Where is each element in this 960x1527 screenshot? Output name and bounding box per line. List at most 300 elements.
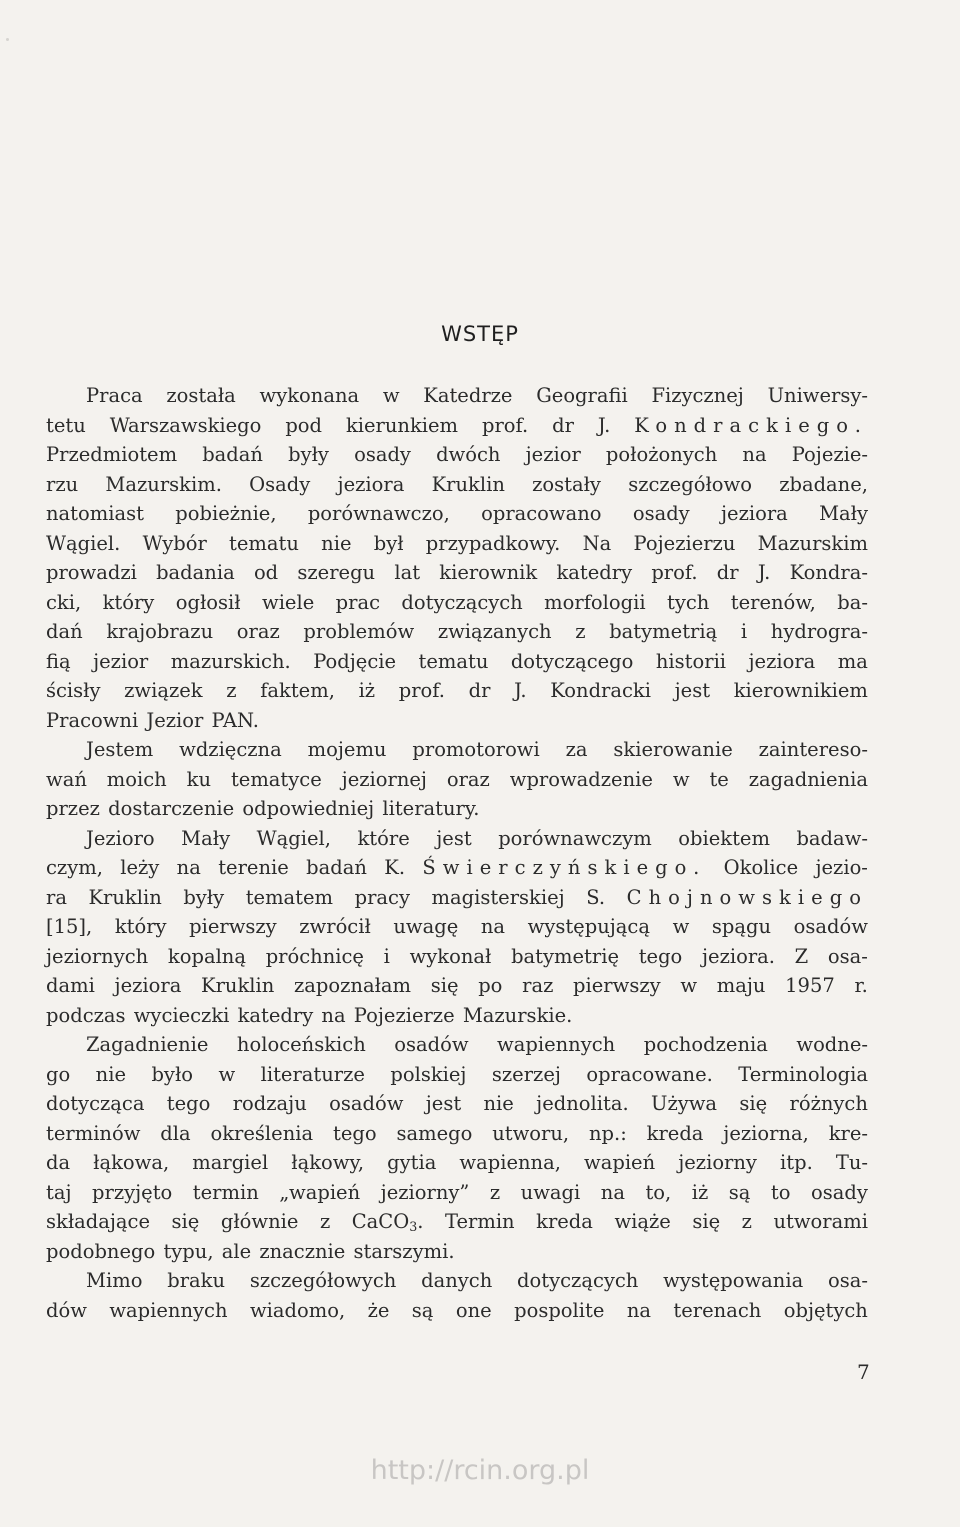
word: dań — [46, 620, 83, 643]
word: holoceńskich — [236, 1033, 366, 1056]
word: morfologii — [544, 590, 646, 614]
word: związek — [124, 679, 203, 702]
word: za — [565, 738, 588, 761]
word: zbadane, — [779, 472, 868, 496]
text-line — [46, 971, 868, 1001]
word: osadów — [329, 1092, 404, 1115]
word: który — [114, 915, 167, 938]
word: oraz — [236, 620, 280, 643]
word: jest — [674, 679, 711, 702]
word: samego — [396, 1121, 473, 1145]
text-line — [46, 440, 868, 470]
text-line — [46, 824, 868, 854]
word: pierwszy — [189, 915, 277, 938]
word: Używa — [651, 1092, 718, 1115]
word: Warszawskiego — [109, 413, 262, 437]
word: Podjęcie — [313, 649, 397, 673]
word: tetu — [46, 413, 86, 437]
word: prof. — [398, 679, 445, 702]
text-line — [46, 883, 868, 913]
word: terminów — [46, 1121, 141, 1145]
word: dla — [160, 1121, 191, 1145]
word: osadów — [793, 915, 868, 938]
word: z — [489, 1180, 501, 1204]
word: znacznie — [259, 1239, 346, 1263]
word: jezior — [93, 649, 149, 673]
text-line — [46, 1001, 868, 1031]
word: kierownik — [439, 561, 538, 584]
text-line — [46, 499, 868, 529]
word: fią — [46, 649, 71, 673]
word: które — [357, 826, 410, 850]
word: Kruklin — [201, 974, 275, 997]
word: jeziorna, — [723, 1121, 809, 1145]
word: Wągiel, — [256, 826, 331, 850]
word: K. — [384, 856, 406, 879]
word: uwagi — [520, 1180, 581, 1204]
text-line — [46, 1060, 868, 1090]
word: po — [478, 974, 503, 997]
word: iż — [691, 1180, 709, 1204]
text-line — [46, 1148, 868, 1178]
word: tego — [638, 944, 683, 968]
word: te — [709, 767, 729, 791]
word: J. — [514, 679, 527, 702]
word: margiel — [192, 1151, 269, 1174]
word: się — [430, 974, 459, 997]
word: łąkowa, — [93, 1151, 170, 1174]
word: zaintereso- — [758, 738, 868, 761]
word: wapienna, — [459, 1151, 561, 1174]
word: 1957 — [785, 974, 835, 997]
source-watermark: http://rcin.org.pl — [370, 1455, 590, 1486]
word: Pojezierze — [353, 1003, 455, 1027]
word: Osady — [249, 472, 311, 496]
word: w — [680, 974, 698, 997]
word: szczegółowych — [249, 1269, 397, 1292]
word: rzu — [46, 472, 79, 496]
word: Uniwersy- — [767, 384, 868, 407]
word: podczas — [46, 1003, 126, 1027]
word: one — [455, 1298, 492, 1322]
text-line — [46, 765, 868, 795]
word: spągu — [711, 915, 772, 938]
word: Kruklin — [431, 472, 505, 496]
word: osady — [810, 1180, 868, 1204]
word: opracowano — [481, 502, 602, 525]
word: krajobrazu — [106, 620, 214, 643]
word: wykonał — [409, 944, 492, 968]
word: nie — [95, 1062, 127, 1086]
text-line — [46, 1207, 868, 1237]
word: jezior — [525, 443, 581, 466]
word: badań — [306, 856, 367, 879]
word: kre- — [828, 1121, 868, 1145]
word: faktem, — [260, 679, 335, 702]
text-line — [46, 735, 868, 765]
word: pod — [285, 413, 323, 437]
word: „wapień — [279, 1180, 361, 1204]
word: dotyczących — [401, 590, 523, 614]
word: badaw- — [796, 826, 868, 850]
text-line — [46, 1266, 868, 1296]
text-line — [46, 588, 868, 618]
word: kopalną — [167, 944, 246, 968]
word: tematu — [418, 649, 489, 673]
word: Pracowni — [46, 708, 139, 732]
word: opracowane. — [586, 1062, 713, 1086]
word: dotyczącego — [510, 649, 634, 673]
word: Praca — [86, 384, 143, 407]
word: pobieżnie, — [175, 502, 277, 525]
word: hydrogra- — [770, 620, 868, 643]
word: wycieczki — [133, 1003, 230, 1027]
word: w — [382, 384, 400, 407]
word: Okolice — [723, 856, 799, 879]
word: ścisły — [46, 679, 101, 702]
word: szerzej — [491, 1062, 561, 1086]
word: kierunkiem — [345, 413, 459, 437]
word: Na — [582, 531, 612, 555]
word: wapiennych — [497, 1033, 616, 1056]
word: da — [46, 1151, 71, 1174]
word: J. — [757, 561, 771, 584]
word: dr — [552, 413, 574, 437]
word: przez — [46, 797, 100, 820]
word: Wybór — [142, 531, 207, 555]
text-line — [46, 470, 868, 500]
word: w — [672, 767, 690, 791]
text-line — [46, 1296, 868, 1326]
word: wiąże — [614, 1210, 671, 1233]
word: Fizycznej — [651, 384, 744, 407]
word: prowadzi — [46, 561, 137, 584]
word: wodne- — [796, 1033, 868, 1056]
word: w — [218, 1062, 236, 1086]
word: tego — [332, 1121, 377, 1145]
word: promotorowi — [412, 738, 540, 761]
word: kreda — [646, 1121, 704, 1145]
word: jeziora — [720, 502, 788, 525]
word: porównawczym — [498, 826, 652, 850]
word: z — [575, 620, 586, 643]
word: zwrócił — [299, 915, 371, 938]
text-line — [46, 942, 868, 972]
word: ra — [46, 885, 67, 909]
word: pracy — [354, 885, 410, 909]
word: osady — [354, 443, 411, 466]
word: tego — [166, 1092, 211, 1115]
word: J. — [597, 413, 611, 437]
word: kierownikiem — [733, 679, 868, 702]
word: próchnicę — [265, 944, 364, 968]
text-line — [46, 617, 868, 647]
word: literatury. — [382, 797, 480, 820]
word: Mały — [181, 826, 231, 850]
word: wprowadzenie — [509, 767, 653, 791]
text-line — [46, 853, 868, 883]
text-line — [46, 411, 868, 441]
word: katedry — [237, 1003, 314, 1027]
word: dwóch — [436, 443, 501, 466]
word: prof. — [651, 561, 698, 584]
word: na — [176, 856, 201, 879]
word: braku — [167, 1269, 226, 1292]
word: położonych — [605, 443, 718, 466]
word: go — [46, 1062, 71, 1086]
word: było — [151, 1062, 194, 1086]
word: na — [626, 1298, 651, 1322]
word: czym, — [46, 856, 103, 879]
word: jeziornych — [46, 944, 149, 968]
word: mazurskich. — [170, 649, 291, 673]
word: Katedrze — [423, 384, 513, 407]
word: przyjęto — [92, 1180, 173, 1204]
word: Kondracki — [550, 679, 651, 702]
word: szeregu — [297, 561, 376, 584]
word: badań — [202, 443, 263, 466]
word: r. — [854, 974, 868, 997]
word: na — [480, 915, 506, 938]
word: pierwszy — [573, 974, 661, 997]
word: jeziora. — [701, 944, 775, 968]
text-line — [46, 1119, 868, 1149]
word: taj — [46, 1180, 72, 1204]
word: który — [102, 590, 155, 614]
word: jeziorny” — [380, 1180, 470, 1204]
text-line — [46, 706, 868, 736]
word: jezio- — [815, 856, 868, 879]
word: obiektem — [678, 826, 770, 850]
word: polskiej — [390, 1062, 467, 1086]
word: typu, — [163, 1239, 214, 1263]
word: osa- — [828, 1269, 868, 1292]
word: dów — [46, 1298, 87, 1322]
word: PAN. — [211, 708, 259, 732]
word: natomiast — [46, 502, 144, 525]
word: skierowanie — [613, 738, 733, 761]
text-line — [46, 912, 868, 942]
word: i — [740, 620, 748, 643]
word: na — [742, 443, 767, 466]
word: jednolita. — [536, 1092, 629, 1115]
word: jeziora — [114, 974, 182, 997]
word: Mazurskim — [757, 531, 868, 555]
word: były — [183, 885, 225, 909]
word: jeziora — [748, 649, 816, 673]
word: Wągiel. — [46, 531, 121, 555]
word: ba- — [837, 590, 868, 614]
word: ku — [186, 767, 212, 791]
word: termin — [192, 1180, 259, 1204]
word: zapoznałam — [294, 974, 412, 997]
word: podobnego — [46, 1239, 156, 1263]
word: jeziora — [337, 472, 405, 496]
word: np.: — [588, 1121, 627, 1145]
word: są — [728, 1180, 751, 1204]
word: iż — [358, 679, 376, 702]
word: osady — [632, 502, 690, 525]
word: z — [319, 1210, 331, 1233]
word: w — [672, 915, 690, 938]
word: ale — [221, 1239, 252, 1263]
word: odpowiedniej — [242, 797, 375, 820]
word: S. — [586, 885, 606, 909]
word: literaturze — [260, 1062, 365, 1086]
text-line — [46, 794, 868, 824]
word: Przedmiotem — [46, 443, 178, 466]
word: utworu, — [492, 1121, 570, 1145]
scan-speck — [6, 38, 9, 41]
word: występującą — [527, 915, 650, 938]
word: wdzięczna — [179, 738, 282, 761]
word: gytia — [387, 1151, 437, 1174]
text-line — [46, 381, 868, 411]
word: jest — [436, 826, 472, 850]
word: Jezioro — [86, 826, 155, 850]
word: ma — [837, 649, 868, 673]
word: dotycząca — [46, 1092, 145, 1115]
word: terenie — [218, 856, 289, 879]
word: raz — [522, 974, 554, 997]
word: Zagadnienie — [86, 1033, 209, 1056]
word: z — [741, 1210, 752, 1233]
word: utworami — [773, 1210, 868, 1233]
word: wań — [46, 767, 87, 791]
word: pochodzenia — [643, 1033, 768, 1056]
word: że — [367, 1298, 390, 1322]
word: z — [226, 679, 237, 702]
word: na — [321, 1003, 346, 1027]
word: Termin — [444, 1210, 515, 1233]
word: magisterskiej — [431, 885, 565, 909]
word: wykonana — [259, 384, 360, 407]
word: jeziorny — [678, 1151, 757, 1174]
word: związanych — [437, 620, 552, 643]
word: się — [171, 1210, 200, 1233]
word: danych — [421, 1269, 493, 1292]
word: Terminologia — [738, 1062, 868, 1086]
word: wiele — [262, 590, 315, 614]
word: tematyce — [230, 767, 322, 791]
word: oraz — [446, 767, 490, 791]
word: określenia — [210, 1121, 314, 1145]
text-line — [46, 1030, 868, 1060]
word: zostały — [532, 472, 601, 496]
word: cki, — [46, 590, 82, 614]
word: objętych — [783, 1298, 868, 1322]
word: batymetrią — [609, 620, 718, 643]
word: wapiennych — [109, 1298, 228, 1322]
word: pospolite — [514, 1298, 605, 1322]
word: Jestem — [86, 738, 154, 761]
word: katedry — [556, 561, 633, 584]
word: tematu — [229, 531, 299, 555]
word: problemów — [303, 620, 415, 643]
word: dostarczenie — [108, 797, 235, 820]
word: [15], — [46, 915, 93, 938]
word: kreda — [536, 1210, 593, 1233]
word: Geografii — [536, 384, 628, 407]
word: Pojezie- — [791, 443, 868, 466]
word: leży — [120, 856, 160, 879]
word: składające — [46, 1210, 151, 1233]
word: osadów — [394, 1033, 469, 1056]
body-text — [46, 381, 868, 1325]
page-number: 7 — [857, 1360, 870, 1384]
text-line — [46, 676, 868, 706]
word: występowania — [663, 1269, 804, 1292]
word: jest — [425, 1092, 462, 1115]
word: mojemu — [307, 738, 387, 761]
word: terenów, — [730, 590, 816, 614]
word: były — [288, 443, 329, 466]
word: się — [692, 1210, 721, 1233]
word: Jezior — [146, 708, 204, 732]
word: Kruklin — [88, 885, 162, 909]
word: przypadkowy. — [425, 531, 561, 555]
word: zagadnienia — [748, 767, 868, 791]
word: Chojnowskiego — [626, 885, 868, 909]
word: ogłosił — [175, 590, 241, 614]
word: dr — [468, 679, 491, 702]
word: starszymi. — [353, 1239, 455, 1263]
word: wapień — [584, 1151, 656, 1174]
word: Mały — [819, 502, 868, 525]
word: terenach — [673, 1298, 762, 1322]
word: batymetrię — [511, 944, 619, 968]
word: Z — [794, 944, 809, 968]
word: szczegółowo — [628, 472, 752, 496]
word: tematem — [245, 885, 334, 909]
word: Mazurskim. — [105, 472, 222, 496]
text-line — [46, 558, 868, 588]
word: prof. — [481, 413, 529, 437]
word: została — [166, 384, 236, 407]
text-line — [46, 529, 868, 559]
word: historii — [655, 649, 727, 673]
word: itp. — [780, 1151, 813, 1174]
word: Kondra- — [789, 561, 868, 584]
word: dami — [46, 974, 95, 997]
word: Kondrackiego. — [634, 413, 868, 437]
text-line — [46, 647, 868, 677]
word: uwagę — [393, 915, 459, 938]
word: od — [253, 561, 279, 584]
word: lat — [394, 561, 421, 584]
word: dr — [716, 561, 739, 584]
word: osa- — [827, 944, 868, 968]
text-line — [46, 1089, 868, 1119]
text-line — [46, 1237, 868, 1267]
word: głównie — [220, 1210, 299, 1233]
word: był — [373, 531, 404, 555]
word: Mazurskie. — [462, 1003, 573, 1027]
word: Mimo — [86, 1269, 143, 1292]
word: maju — [716, 974, 766, 997]
word: różnych — [789, 1092, 868, 1115]
word: moich — [106, 767, 167, 791]
word: Pojezierzu — [633, 531, 736, 555]
word: Świerczyńskiego. — [422, 856, 707, 879]
word: wiadomo, — [249, 1298, 346, 1322]
word: to, — [645, 1180, 672, 1204]
word: są — [411, 1298, 434, 1322]
word: badania — [156, 561, 235, 584]
word: porównawczo, — [307, 502, 450, 525]
word: dotyczących — [517, 1269, 639, 1292]
word: rodzaju — [232, 1092, 307, 1115]
